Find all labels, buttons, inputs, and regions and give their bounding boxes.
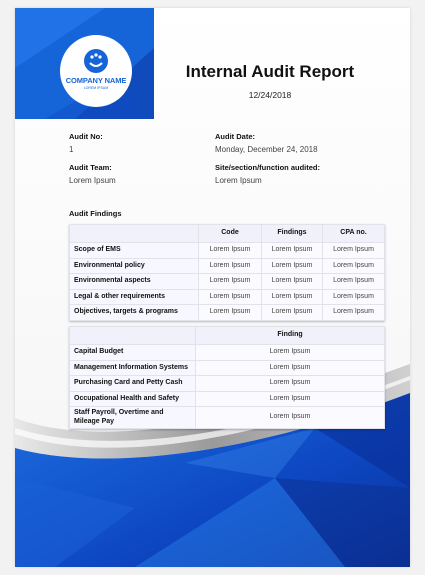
row-label: Occupational Health and Safety	[70, 391, 196, 407]
company-logo	[60, 35, 132, 107]
code-cell: Lorem Ipsum	[199, 305, 262, 321]
table-row	[70, 305, 385, 321]
row-label: Scope of EMS	[70, 243, 199, 259]
cpa-cell: Lorem Ipsum	[323, 289, 385, 305]
finding-table	[69, 326, 385, 429]
table-row	[70, 391, 385, 407]
findings-cell: Lorem Ipsum	[262, 305, 323, 321]
code-cell: Lorem Ipsum	[199, 258, 262, 274]
report-page	[15, 8, 410, 567]
header-findings: Findings	[262, 225, 323, 243]
audit-findings-table	[69, 224, 385, 321]
report-date: 12/24/2018	[248, 90, 292, 100]
site-label: Site/section/function audited:	[215, 163, 321, 172]
company-tagline: LOREM IPSUM	[83, 86, 109, 90]
cpa-cell: Lorem Ipsum	[323, 305, 385, 321]
row-label: Purchasing Card and Petty Cash	[70, 376, 196, 392]
findings-cell: Lorem Ipsum	[262, 274, 323, 290]
code-cell: Lorem Ipsum	[199, 274, 262, 290]
company-logo-icon	[83, 48, 109, 74]
findings-cell: Lorem Ipsum	[262, 243, 323, 259]
table-row	[70, 289, 385, 305]
row-label: Environmental aspects	[70, 274, 199, 290]
finding-cell: Lorem Ipsum	[196, 360, 385, 376]
table-header-row	[70, 225, 385, 243]
row-label: Capital Budget	[70, 345, 196, 361]
row-label: Environmental policy	[70, 258, 199, 274]
audit-date-value: Monday, December 24, 2018	[215, 145, 318, 154]
row-label: Objectives, targets & programs	[70, 305, 199, 321]
audit-team-value: Lorem Ipsum	[69, 176, 116, 185]
table-row	[70, 274, 385, 290]
audit-date-label: Audit Date:	[215, 132, 255, 141]
finding-cell: Lorem Ipsum	[196, 407, 385, 429]
header-blank	[70, 327, 196, 345]
audit-team-label: Audit Team:	[69, 163, 112, 172]
row-label: Legal & other requirements	[70, 289, 199, 305]
audit-findings-title: Audit Findings	[69, 209, 122, 218]
audit-team-field	[69, 163, 116, 185]
finding-cell: Lorem Ipsum	[196, 391, 385, 407]
table-header-row	[70, 327, 385, 345]
audit-no-value: 1	[69, 145, 74, 154]
row-label: Staff Payroll, Overtime and Mileage Pay	[70, 407, 196, 429]
site-field	[215, 163, 320, 185]
cpa-cell: Lorem Ipsum	[323, 258, 385, 274]
findings-cell: Lorem Ipsum	[262, 289, 323, 305]
table-row	[70, 258, 385, 274]
table-row	[70, 376, 385, 392]
header-cpa: CPA no.	[323, 225, 385, 243]
company-name: COMPANY NAME	[65, 76, 127, 85]
audit-no-label: Audit No:	[69, 132, 103, 141]
header-code: Code	[199, 225, 262, 243]
report-title: Internal Audit Report	[185, 62, 355, 81]
audit-no-field	[69, 132, 103, 154]
cpa-cell: Lorem Ipsum	[323, 243, 385, 259]
site-value: Lorem Ipsum	[215, 176, 262, 185]
code-cell: Lorem Ipsum	[199, 289, 262, 305]
cpa-cell: Lorem Ipsum	[323, 274, 385, 290]
header-blank	[70, 225, 199, 243]
row-label: Management Information Systems	[70, 360, 196, 376]
finding-cell: Lorem Ipsum	[196, 345, 385, 361]
table-row	[70, 345, 385, 361]
findings-cell: Lorem Ipsum	[262, 258, 323, 274]
table-row	[70, 360, 385, 376]
code-cell: Lorem Ipsum	[199, 243, 262, 259]
audit-date-field	[215, 132, 318, 154]
table-row	[70, 407, 385, 429]
logo-panel	[15, 8, 154, 119]
table-row	[70, 243, 385, 259]
finding-cell: Lorem Ipsum	[196, 376, 385, 392]
header-finding: Finding	[196, 327, 385, 345]
